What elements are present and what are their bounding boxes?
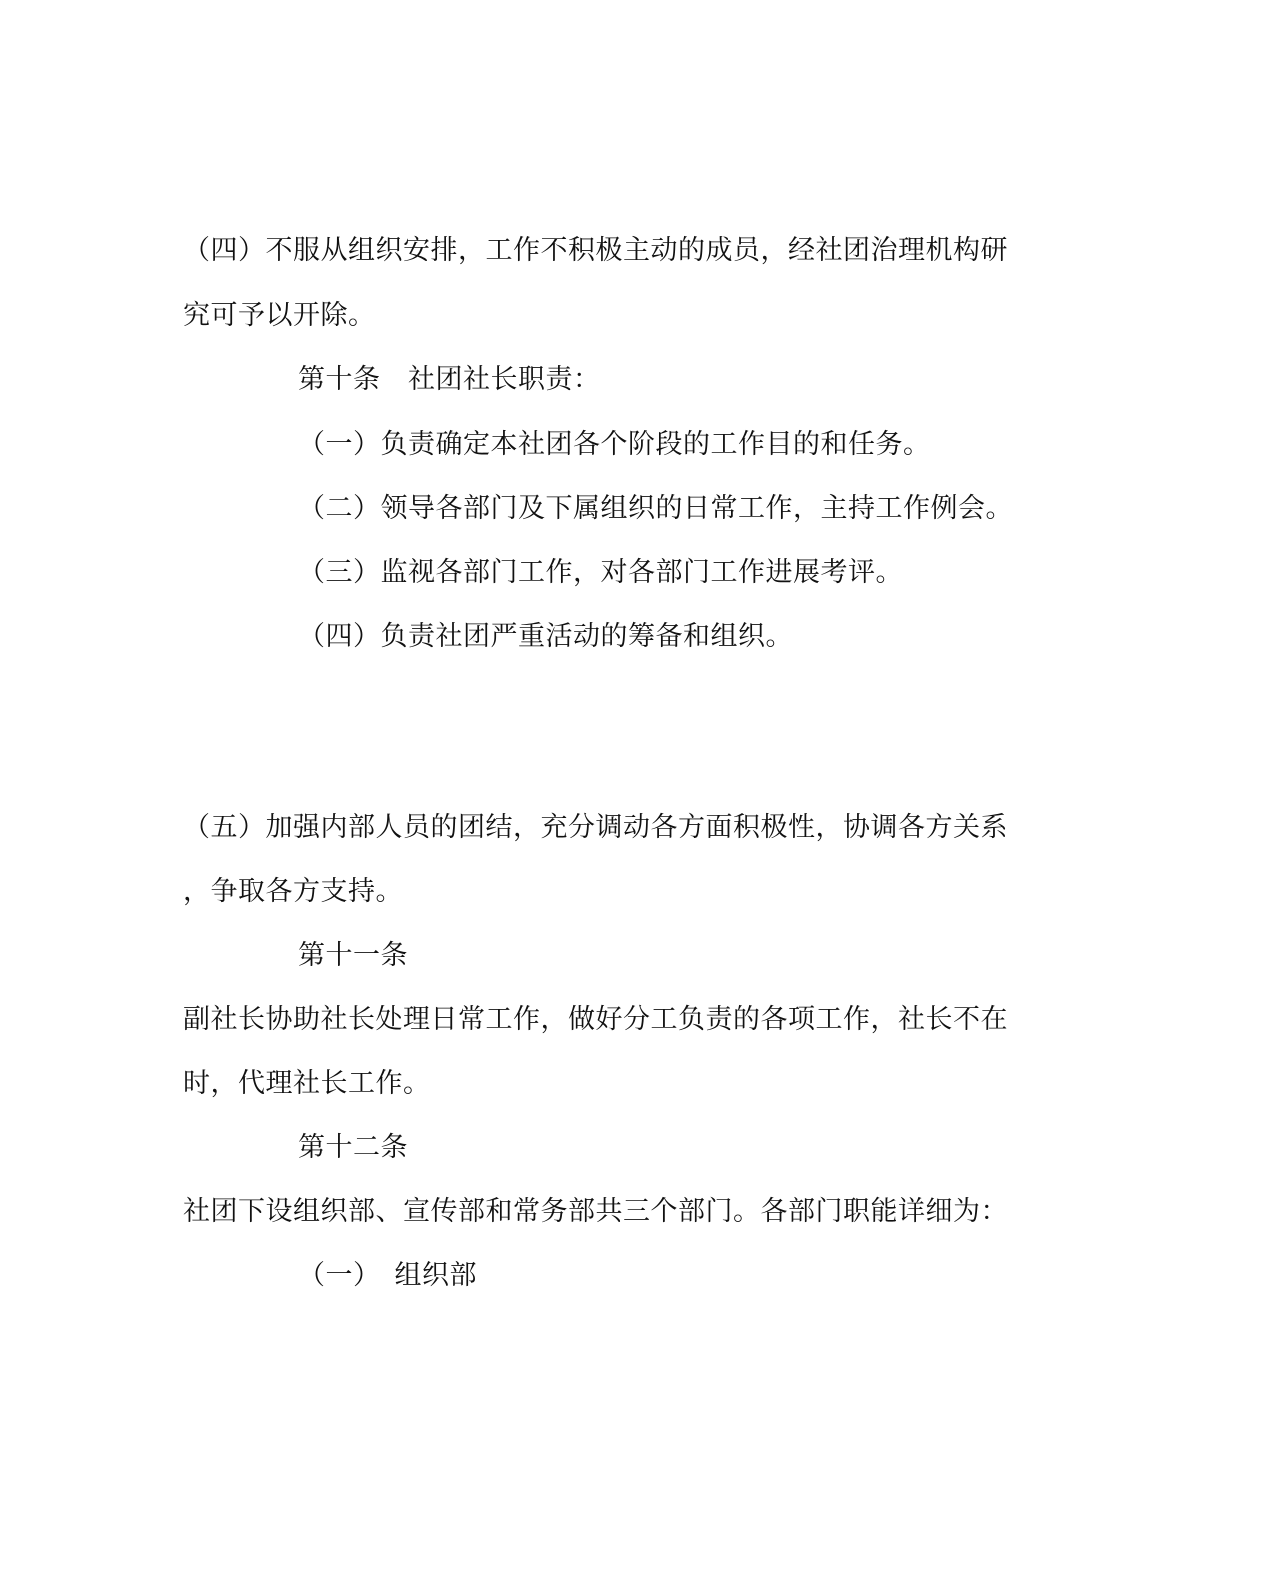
paragraph-line: 究可予以开除。 (183, 300, 376, 331)
paragraph-line: 社团下设组织部、宣传部和常务部共三个部门。各部门职能详细为： (183, 1196, 1008, 1227)
article-heading: 第十二条 (298, 1132, 408, 1163)
paragraph-line: 副社长协助社长处理日常工作，做好分工负责的各项工作，社长不在 (183, 1004, 1008, 1035)
list-item: （三）监视各部门工作，对各部门工作进展考评。 (298, 557, 903, 588)
list-item: （四）负责社团严重活动的筹备和组织。 (298, 621, 793, 652)
list-item: （二）领导各部门及下属组织的日常工作，主持工作例会。 (298, 493, 1013, 524)
paragraph-line: （五）加强内部人员的团结，充分调动各方面积极性，协调各方关系 (183, 812, 1008, 843)
list-item: （一）负责确定本社团各个阶段的工作目的和任务。 (298, 429, 931, 460)
article-heading: 第十一条 (298, 940, 408, 971)
list-item: （一） 组织部 (298, 1260, 477, 1291)
article-heading: 第十条 社团社长职责： (298, 364, 601, 395)
paragraph-line: 时，代理社长工作。 (183, 1068, 431, 1099)
paragraph-line: ，争取各方支持。 (183, 876, 403, 907)
paragraph-line: （四）不服从组织安排，工作不积极主动的成员，经社团治理机构研 (183, 235, 1008, 266)
